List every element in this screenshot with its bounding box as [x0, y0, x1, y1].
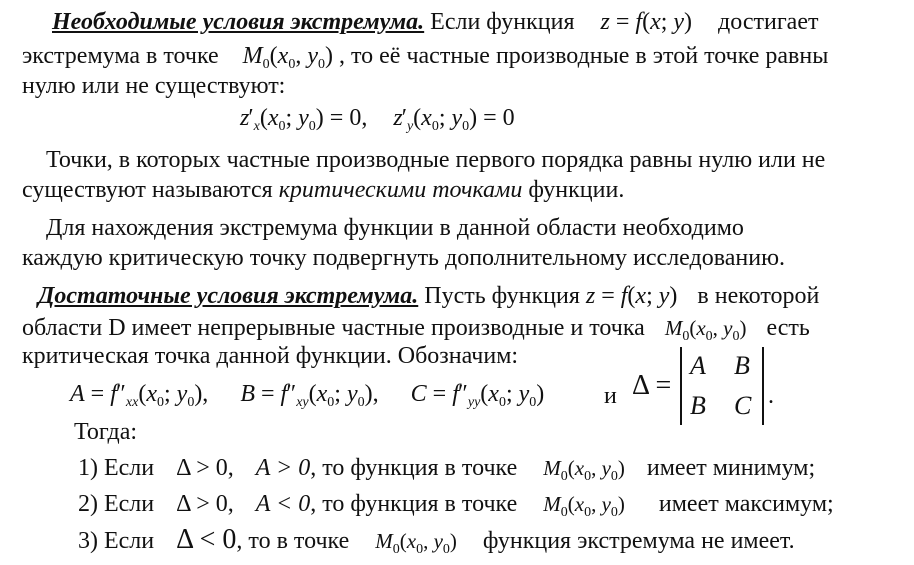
- function-formula: z = f(x; y): [585, 283, 678, 309]
- case-3: [78, 526, 795, 555]
- necessary-conditions-line-1: [52, 8, 818, 36]
- partial-derivatives-equation: $z'_x(x_0$; $y_0) = 0$, $z'_y(x_0$; $y_0) = 0$: [240, 105, 515, 134]
- extremum-search-line-1: Для нахождения экстремума функции в данной области необходимо: [46, 215, 744, 241]
- point-formula: $M_0(x_0$, $y_0$): [375, 529, 457, 557]
- delta-symbol: Δ =: [632, 370, 672, 401]
- case-number: 2) Если: [78, 491, 155, 517]
- text-fragment: функции.: [528, 177, 625, 203]
- text-fragment: достигает: [718, 9, 819, 35]
- text-fragment: в некоторой: [697, 283, 820, 309]
- point-formula: $M_0(x_0$, $y_0$): [543, 456, 625, 484]
- text-fragment: Пусть функция: [424, 283, 580, 309]
- case-condition: Δ > 0,: [176, 491, 234, 517]
- case-2: [78, 490, 834, 518]
- and-word: и: [604, 383, 617, 409]
- necessary-conditions-line-3: [22, 72, 285, 100]
- critical-points-term: критическими точками: [278, 177, 523, 203]
- sufficient-conditions-heading: Достаточные условия экстремума.: [38, 283, 419, 309]
- matrix-B-top: B: [734, 351, 750, 380]
- case-1: [78, 454, 815, 482]
- text-fragment: есть: [766, 315, 810, 341]
- point-formula: $M_0(x_0$, $y_0$): [543, 492, 625, 520]
- case-result: имеет максимум;: [658, 491, 834, 517]
- matrix-B-bottom: B: [690, 391, 706, 420]
- text-fragment: , то функция в точке: [310, 455, 518, 481]
- sufficient-conditions-line-2: [22, 314, 810, 342]
- case-condition: A < 0: [255, 491, 311, 517]
- text-fragment: , то в точке: [236, 528, 350, 554]
- case-result: функция экстремума не имеет.: [482, 528, 795, 554]
- sufficient-conditions-line-1: [38, 282, 819, 310]
- case-condition: Δ < 0: [176, 524, 237, 555]
- case-result: имеет минимум;: [646, 455, 816, 481]
- text-fragment: области D имеет непрерывные частные производные и точка: [22, 315, 645, 341]
- case-condition: A > 0: [255, 455, 311, 481]
- necessary-conditions-line-2: [22, 42, 828, 70]
- point-formula: $M_0(x_0$, $y_0$): [242, 43, 333, 72]
- point-formula: $M_0(x_0$, $y_0$): [664, 316, 747, 344]
- case-number: 3) Если: [78, 528, 155, 554]
- text-fragment: , то её частные производные в этой точке равны: [338, 43, 829, 69]
- text-fragment: , то функция в точке: [310, 491, 518, 517]
- critical-points-line-2: [22, 176, 624, 204]
- determinant-matrix: [680, 347, 764, 425]
- text-fragment: существуют называются: [22, 177, 273, 203]
- critical-points-line-1: Точки, в которых частные производные первого порядка равны нулю или не: [46, 147, 826, 173]
- text-fragment: Если функция: [430, 9, 575, 35]
- matrix-A: A: [690, 351, 706, 380]
- sufficient-conditions-line-3: критическая точка данной функции. Обозначим:: [22, 343, 519, 369]
- case-condition: Δ > 0,: [176, 455, 234, 481]
- then-label: Тогда:: [74, 419, 138, 445]
- text-fragment: экстремума в точке: [22, 43, 219, 69]
- text-fragment: нулю или не существуют:: [22, 73, 286, 99]
- matrix-C: C: [734, 391, 752, 420]
- function-formula: z = f(x; y): [600, 9, 693, 35]
- case-number: 1) Если: [78, 455, 155, 481]
- second-derivatives-definitions: $A = f''_{xx}(x_0$; $y_0$), $B = f''_{xy}(x_0$; $y_0$), $C = f''_{yy}(x_0$; $y_0$): [70, 381, 545, 410]
- period: .: [768, 383, 774, 409]
- extremum-search-line-2: каждую критическую точку подвергнуть дополнительному исследованию.: [22, 245, 785, 271]
- necessary-conditions-heading: Необходимые условия экстремума.: [52, 9, 425, 35]
